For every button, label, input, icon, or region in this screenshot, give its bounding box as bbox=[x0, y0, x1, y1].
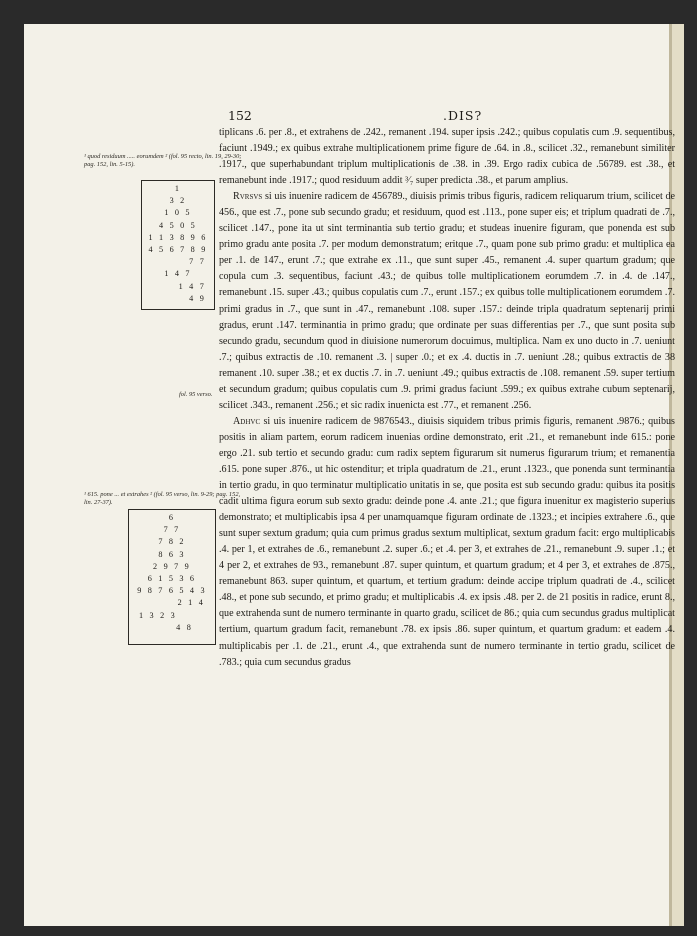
paragraph-3 bbox=[219, 414, 675, 671]
table-row: 2 1 4 bbox=[177, 598, 205, 608]
paragraph-3-text: si uis inuenire radicem de 9876543., diuisis siquidem tribus primis figuris, remanent .9876.; quibus positis in aliam partem, eorum radicem inuenias ordine demonstrato, erit .21., et remanebunt inde 615.: pone ergo .21. sub tertio et secundo gradu: cum radix septem figurarum sit numerus figurarum trium; et remanentia .615. pone super .876., ut hic ostenditur; et tripla quadratum de .21., erunt .1323., que ponenda sunt terminantia in tertio gradu, in quo terminatur multiplicatio unitatis in se, que posita est sub secundo gradu: quibus ita positis cadit ultima figura eorum sub sexto gradu: deinde pone .4. ante .21.; que figura inuenitur ex magisterio superius demonstrato; et multiplicabis ipsa 4 per unamquamque figuram ordinate de .1323.; et incipies extrahere .6., que sunt super sextum gradum; quia cum primus gradus sextum multiplicat, sextum gradum facit: ergo multiplicabis .4. per 1, et extrahes de .6., remanebunt .2. super .6.; et .4. per 3, et extrahes de .21., remanebunt .9. super .1.; et 4 per 2, et extrahes de 93., remanebunt .87. super quintum, et quartum gradum; et 4 per 3, et extrahes de .875., remanebunt 863. super quintum, et quartum, et tertium gradum: deinde accipe triplum quadrati de .4., scilicet .48., et pone sub secundo, et primo gradu; et multiplicabis .4. ex ipsis .48. per 2. de 21 positis in radice, erunt 8., que extrahenda sunt de numero terminante in quarto gradu, scilicet de 86.; quia cum secundus gradus multiplicat tertium, quartum gradum facit, remanebunt .78. ex ipsis .86. super quintum, et quartum gradum: et eadem .4. multiplicabis per .1. de .21., erunt .4., que extrahenda sunt de numero terminante in tertio gradu, scilicet de .783.; quia cum secundus gradus bbox=[219, 415, 675, 668]
table-row: 6 bbox=[168, 513, 176, 522]
table-row: 3 2 bbox=[169, 196, 187, 206]
paragraph-2-text: si uis inuenire radicem de 456789., diuisis primis tribus figuris, radicem reliquarum trium, scilicet de 456., que est .7., pone sub secundo gradu; et residuum, quod est .113., pone super eis; et triplum quadrati de .7., scilicet .147., pone ita ut sint terminantia sub tertio gradu; et studeas inuenire figuram, que ponenda est sub primo gradu ante posita .7. per modum demonstratum; eritque .7., quam pone sub primo gradu: et multiplica ea per .1. de 147., erunt .7.; que extrahe ex .11., que sunt super .45., remanent .4. super quartum gradum; que copula cum .3. sequentibus, faciunt .43.; de quibus tolle multiplicationem eorumdem .7. in .4. de .147., remanebunt .15. super .43.; quibus copulatis cum .7., erunt .157.; ex quibus tolle multiplicationem eorumdem .7. primi gradus in .7., que sunt in .47., remanebunt .108. super .157.: deinde tripla quadratum septenarij primi gradus, erunt .147. terminantia in primo gradu; que ordinate per suas differentias per .7., que sunt posita sub secundo gradu, secundum quod in diuisione numerorum docuimus, multiplica. Nam ex uno ducto in .7. ueniunt .7.; quibus extractis de .10. remanent .3. | super .0.; et ex .4. ductis in .7. ueniunt .28.; quibus extractis de 38 remanent .10. super .38.; et ex ductis .7. in .7. ueniunt .49.; quibus extractis de .108. remanent .59. super tertium et secundum gradum; quibus copulatis cum .9. primi gradus faciunt .599.; ex quibus extrahe cubum septenarij, scilicet .343., remanent .256.; et sic radix inuenicta est .77., et remanent .256. bbox=[219, 191, 675, 411]
margin-note-2: fol. 95 verso. bbox=[179, 391, 213, 398]
cube-root-table-1 bbox=[141, 180, 215, 310]
book-page bbox=[24, 24, 684, 926]
main-text bbox=[219, 125, 675, 671]
table-row: 7 7 bbox=[163, 525, 181, 535]
table-row: 1 0 5 bbox=[164, 208, 192, 218]
table-row: 2 9 7 9 bbox=[153, 561, 191, 571]
table-row: 4 5 6 7 8 9 bbox=[148, 244, 208, 254]
table-row: 1 bbox=[174, 184, 182, 193]
paragraph-1: tiplicans .6. per .8., et extrahens de .242., remanent .194. super ipsis .242.; quibus copulatis cum .9. sequentibus, faciunt .1949.; ex quibus extrahe multiplicationem prime figure de .64. in .8., scilicet .32., remanebunt similiter .1917., que superhabundant triplum multiplicationis de .38. in .39. Ergo radix cubica de .56789. est .38., et remanebunt inde .1917.; quod residuum addit ³⁄₇ super predicta .38., et parum amplius. bbox=[219, 127, 675, 187]
table-row: 8 6 3 bbox=[158, 549, 186, 559]
running-title: .DIS? bbox=[443, 108, 483, 123]
page-number: 152 bbox=[228, 108, 252, 123]
paragraph-2-lead: Rvrsvs bbox=[233, 191, 263, 203]
margin-note-1: ¹ quod residuum ..... eorumdem ² (fol. 95 recto, lin. 19, 29-30; pag. 152, lin. 5-15). bbox=[84, 153, 242, 168]
table-row: 4 9 bbox=[189, 293, 206, 303]
paragraph-3-lead: Adhvc bbox=[233, 415, 261, 427]
cube-root-table-2 bbox=[128, 509, 216, 645]
margin-note-3: ¹ 615. pone ... et extrahes ² (fol. 95 verso, lin. 9-29; pag. 152, lin. 27-37). bbox=[84, 491, 241, 506]
table-row: 9 8 7 6 5 4 3 bbox=[137, 586, 207, 596]
table-row: 7 7 bbox=[189, 257, 206, 267]
page-header bbox=[228, 108, 673, 124]
table-row: 4 5 0 5 bbox=[159, 220, 197, 230]
table-row: 6 1 5 3 6 bbox=[147, 573, 197, 583]
table-row: 1 4 7 bbox=[178, 281, 206, 291]
table-row: 1 1 3 8 9 6 bbox=[148, 232, 208, 242]
paragraph-2 bbox=[219, 189, 675, 414]
table-row: 1 4 7 bbox=[164, 269, 192, 279]
table-row: 1 3 2 3 bbox=[139, 610, 177, 620]
table-row: 7 8 2 bbox=[158, 537, 186, 547]
table-row: 4 8 bbox=[176, 622, 193, 632]
